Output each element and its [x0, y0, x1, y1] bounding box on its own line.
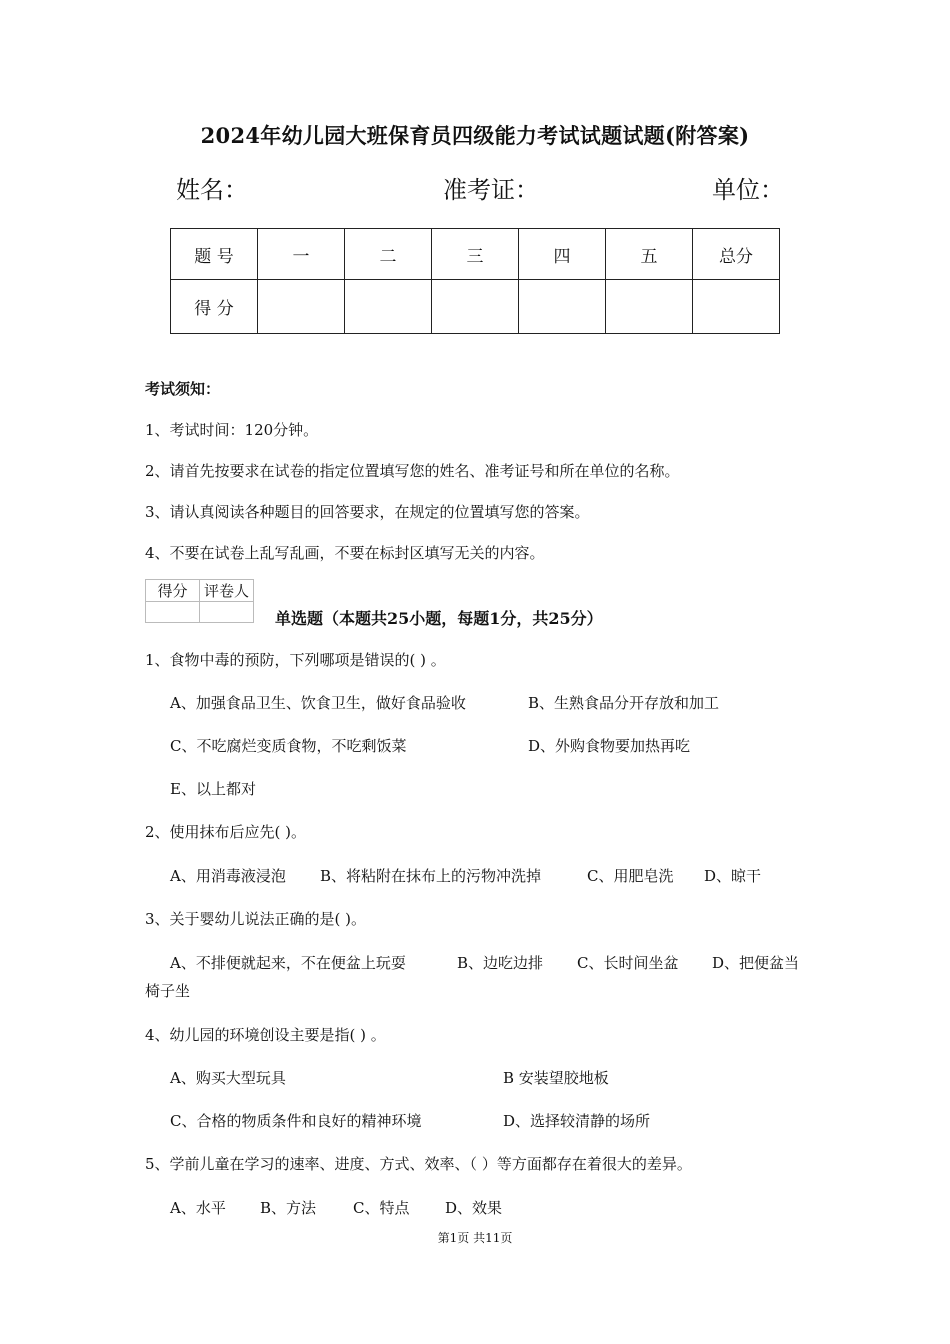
question-4-stem: 4、幼儿园的环境创设主要是指( ) 。 — [145, 1026, 386, 1044]
score-table-score-row — [171, 280, 780, 334]
question-4-option-d: D、选择较清静的场所 — [503, 1112, 651, 1130]
question-3-stem: 3、关于婴幼儿说法正确的是( )。 — [145, 910, 367, 928]
question-1-option-c: C、不吃腐烂变质食物，不吃剩饭菜 — [170, 737, 407, 755]
score-cell-3 — [432, 280, 519, 334]
score-cell-5 — [606, 280, 693, 334]
score-header-3: 三 — [432, 229, 519, 280]
section-title: 单选题（本题共25小题，每题1分，共25分） — [275, 609, 603, 628]
score-row-label: 得 分 — [171, 280, 258, 334]
question-1-option-e: E、以上都对 — [170, 780, 256, 798]
notice-item-4: 4、不要在试卷上乱写乱画，不要在标封区填写无关的内容。 — [145, 544, 545, 562]
question-5-option-d: D、效果 — [445, 1199, 503, 1217]
score-table-header-row — [171, 229, 780, 280]
question-2-option-d: D、晾干 — [704, 867, 762, 885]
exam-number-label: 准考证： — [443, 176, 539, 204]
grader-score-label: 得分 — [146, 580, 200, 602]
grader-name-cell — [200, 602, 254, 623]
notice-heading: 考试须知： — [145, 380, 221, 398]
question-1-option-d: D、外购食物要加热再吃 — [528, 737, 691, 755]
question-3-option-b: B、边吃边排 — [457, 954, 544, 972]
question-2-option-a: A、用消毒液浸泡 — [170, 867, 286, 885]
question-4-option-b: B 安装望胶地板 — [503, 1069, 609, 1087]
question-2-option-c: C、用肥皂洗 — [587, 867, 674, 885]
grader-score-cell — [146, 602, 200, 623]
score-header-4: 四 — [519, 229, 606, 280]
question-4-option-a: A、购买大型玩具 — [170, 1069, 286, 1087]
score-header-2: 二 — [345, 229, 432, 280]
question-3-option-c: C、长时间坐盆 — [577, 954, 679, 972]
score-header-question-no: 题 号 — [171, 229, 258, 280]
score-header-total: 总分 — [693, 229, 780, 280]
question-1-option-a: A、加强食品卫生、饮食卫生，做好食品验收 — [170, 694, 466, 712]
score-header-1: 一 — [258, 229, 345, 280]
score-cell-total — [693, 280, 780, 334]
grader-name-label: 评卷人 — [200, 580, 254, 602]
score-cell-2 — [345, 280, 432, 334]
question-5-option-c: C、特点 — [353, 1199, 410, 1217]
question-3-continuation: 椅子坐 — [145, 982, 191, 1000]
unit-label: 单位： — [712, 176, 784, 204]
score-cell-4 — [519, 280, 606, 334]
score-table — [170, 228, 780, 334]
document-title: 2024年幼儿园大班保育员四级能力考试试题试题(附答案) — [200, 123, 750, 148]
score-header-5: 五 — [606, 229, 693, 280]
question-5-option-b: B、方法 — [260, 1199, 317, 1217]
question-2-stem: 2、使用抹布后应先( )。 — [145, 823, 307, 841]
notice-item-2: 2、请首先按要求在试卷的指定位置填写您的姓名、准考证号和所在单位的名称。 — [145, 462, 680, 480]
question-3-option-d: D、把便盆当 — [712, 954, 800, 972]
question-5-stem: 5、学前儿童在学习的速率、进度、方式、效率、（ ）等方面都存在着很大的差异。 — [145, 1155, 692, 1173]
page-footer: 第1页 共11页 — [437, 1231, 513, 1245]
grader-box — [145, 579, 254, 623]
question-3-option-a: A、不排便就起来，不在便盆上玩耍 — [170, 954, 406, 972]
score-cell-1 — [258, 280, 345, 334]
question-1-stem: 1、食物中毒的预防，下列哪项是错误的( ) 。 — [145, 651, 446, 669]
question-1-option-b: B、生熟食品分开存放和加工 — [528, 694, 720, 712]
name-label: 姓名： — [176, 176, 248, 204]
question-4-option-c: C、合格的物质条件和良好的精神环境 — [170, 1112, 422, 1130]
notice-item-1: 1、考试时间：120分钟。 — [145, 421, 319, 439]
notice-item-3: 3、请认真阅读各种题目的回答要求，在规定的位置填写您的答案。 — [145, 503, 590, 521]
question-5-option-a: A、水平 — [170, 1199, 226, 1217]
question-2-option-b: B、将粘附在抹布上的污物冲洗掉 — [320, 867, 542, 885]
